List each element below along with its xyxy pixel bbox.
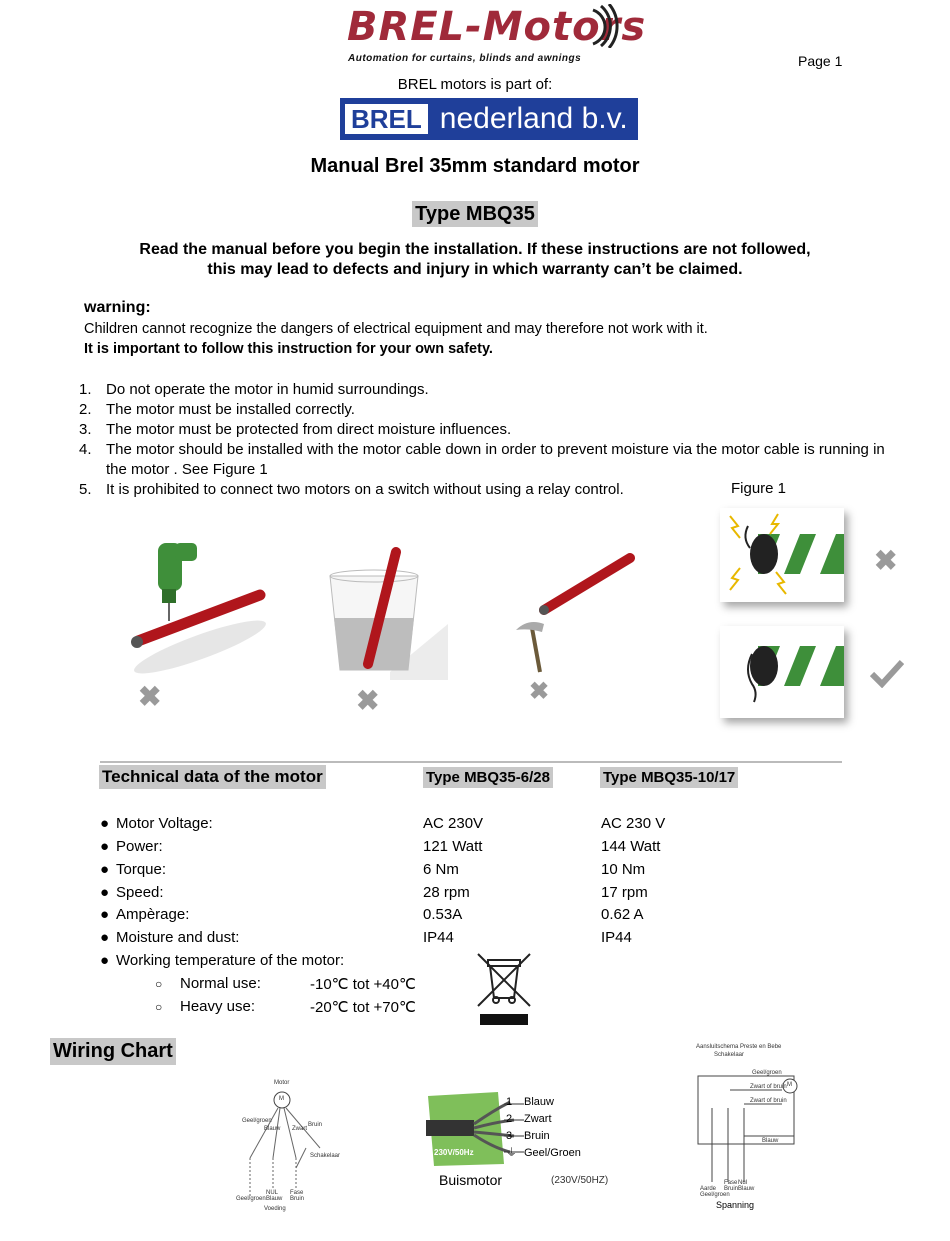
bottom-wire-label: Aarde Geel/groen [700,1186,730,1198]
type-label [0,203,950,226]
intro-line-1: Read the manual before you begin the installation. If these instructions are not followed, [139,241,811,258]
bottom-wire-label: Fase Bruin [290,1190,305,1202]
prohibited-x-icon: ✖ [356,685,380,716]
bottom-wire-label: NUL Blauw [266,1190,283,1202]
list-item: 3 Bruin [506,1130,550,1142]
list-item: 3. The motor must be protected from direct moisture influences. [79,421,512,438]
voltage-label: Spanning [716,1200,755,1210]
part-of-text: BREL motors is part of: [397,76,553,93]
page-title: Manual Brel 35mm standard motor [310,155,640,177]
working-temperature-row: ● Working temperature of the motor: [100,952,345,969]
tech-heading: Technical data of the motor [99,765,326,789]
table-row: ● Speed: 28 rpm 17 rpm [100,884,648,901]
hammer-illustration [510,548,640,678]
wiring-diagram-right [690,1042,820,1214]
checkmark-icon [870,658,904,688]
water-glass-illustration [320,540,450,680]
wiring-heading: Wiring Chart [50,1038,176,1065]
brel-logo-box: BREL [345,104,428,134]
wire-label: Zwart of bruin [750,1084,787,1090]
type-label-text: Type MBQ35 [412,201,538,227]
list-item: 2 Zwart [506,1113,552,1125]
motor-label: Motor [274,1080,290,1086]
normal-use-row: ○ Normal use: -10℃ tot +40℃ [155,975,416,993]
column-header-10-17: Type MBQ35-10/17 [600,767,738,788]
supply-label: Voeding [264,1206,286,1212]
warning-safety-text: It is important to follow this instruction for your own safety. [84,341,493,357]
table-row: ● Power: 121 Watt 144 Watt [100,838,661,855]
cable-up-illustration [720,508,844,602]
wire-label: Blauw [762,1138,779,1144]
wire-label: Geel/groen [752,1070,782,1076]
motor-m-label: M [787,1082,792,1088]
switch-label: Schakelaar [310,1153,341,1159]
brel-nederland-logo [340,98,638,140]
table-row: ● Ampèrage: 0.53A 0.62 A [100,906,644,923]
diagram-title: Aansluitschema Preste en Bebe [696,1044,782,1050]
wiring-diagram-left [228,1078,348,1218]
diagram-subtitle: Schakelaar [714,1052,745,1058]
list-item: 1. Do not operate the motor in humid surroundings. [79,381,429,398]
tubular-motor-caption: Buismotor [439,1172,503,1188]
figure-wrong-panel [720,508,844,602]
brel-logo-rest: nederland b.v. [439,102,628,135]
list-item: ⏚ Geel/Groen [506,1147,581,1159]
wiring-diagram-middle [424,1090,624,1200]
wire-label: Zwart of bruin [750,1098,787,1104]
list-item: 1 Blauw [506,1096,554,1108]
table-row: ● Motor Voltage: AC 230V AC 230 V [100,815,666,832]
table-row: ● Moisture and dust: IP44 IP44 [100,929,632,946]
motor-m-label: M [279,1096,284,1102]
wire-label: Blauw [264,1126,281,1132]
list-item: 4. The motor should be installed with the motor cable down in order to prevent moisture via the motor cable is running in the motor . See Figure 1 [79,441,885,478]
cable-down-illustration [720,626,844,718]
heavy-use-row: ○ Heavy use: -20℃ tot +70℃ [155,998,416,1016]
table-row: ● Torque: 6 Nm 10 Nm [100,861,646,878]
brand-tagline: Automation for curtains, blinds and awnings [348,53,582,64]
prohibited-x-icon: ✖ [138,681,162,712]
prohibited-x-icon: ✖ [529,678,550,705]
intro-line-2: this may lead to defects and injury in which warranty can’t be claimed. [207,261,743,278]
figure-label: Figure 1 [731,480,787,497]
signal-waves-icon [585,4,625,48]
list-item: 5. It is prohibited to connect two motors on a switch without using a relay control. [79,481,624,498]
intro-text [0,240,950,280]
figure-correct-panel [720,626,844,718]
warning-text: Children cannot recognize the dangers of electrical equipment and may therefore not work with it. [84,321,708,337]
bottom-wire-label: Fase Bruin [724,1180,739,1192]
brand-logo: BREL-Motors [347,4,647,50]
wire-label: Bruin [308,1122,323,1128]
warning-heading: warning: [84,299,151,316]
bottom-wire-label: Geel/groen [236,1196,266,1202]
section-divider [100,761,842,763]
column-header-6-28: Type MBQ35-6/28 [423,767,553,788]
page-number: Page 1 [798,53,843,69]
wire-label: Zwart [292,1126,307,1132]
voltage-tag: 230V/50Hz [434,1148,474,1157]
wire-list [506,1094,581,1162]
bottom-wire-label: Nul Blauw [738,1180,755,1192]
weee-bin-icon [474,950,534,1026]
voltage-caption: (230V/50HZ) [551,1175,609,1186]
wire-label: Geel/groen [242,1118,272,1124]
prohibited-x-icon: ✖ [874,545,898,576]
list-item: 2. The motor must be installed correctly. [79,401,355,418]
